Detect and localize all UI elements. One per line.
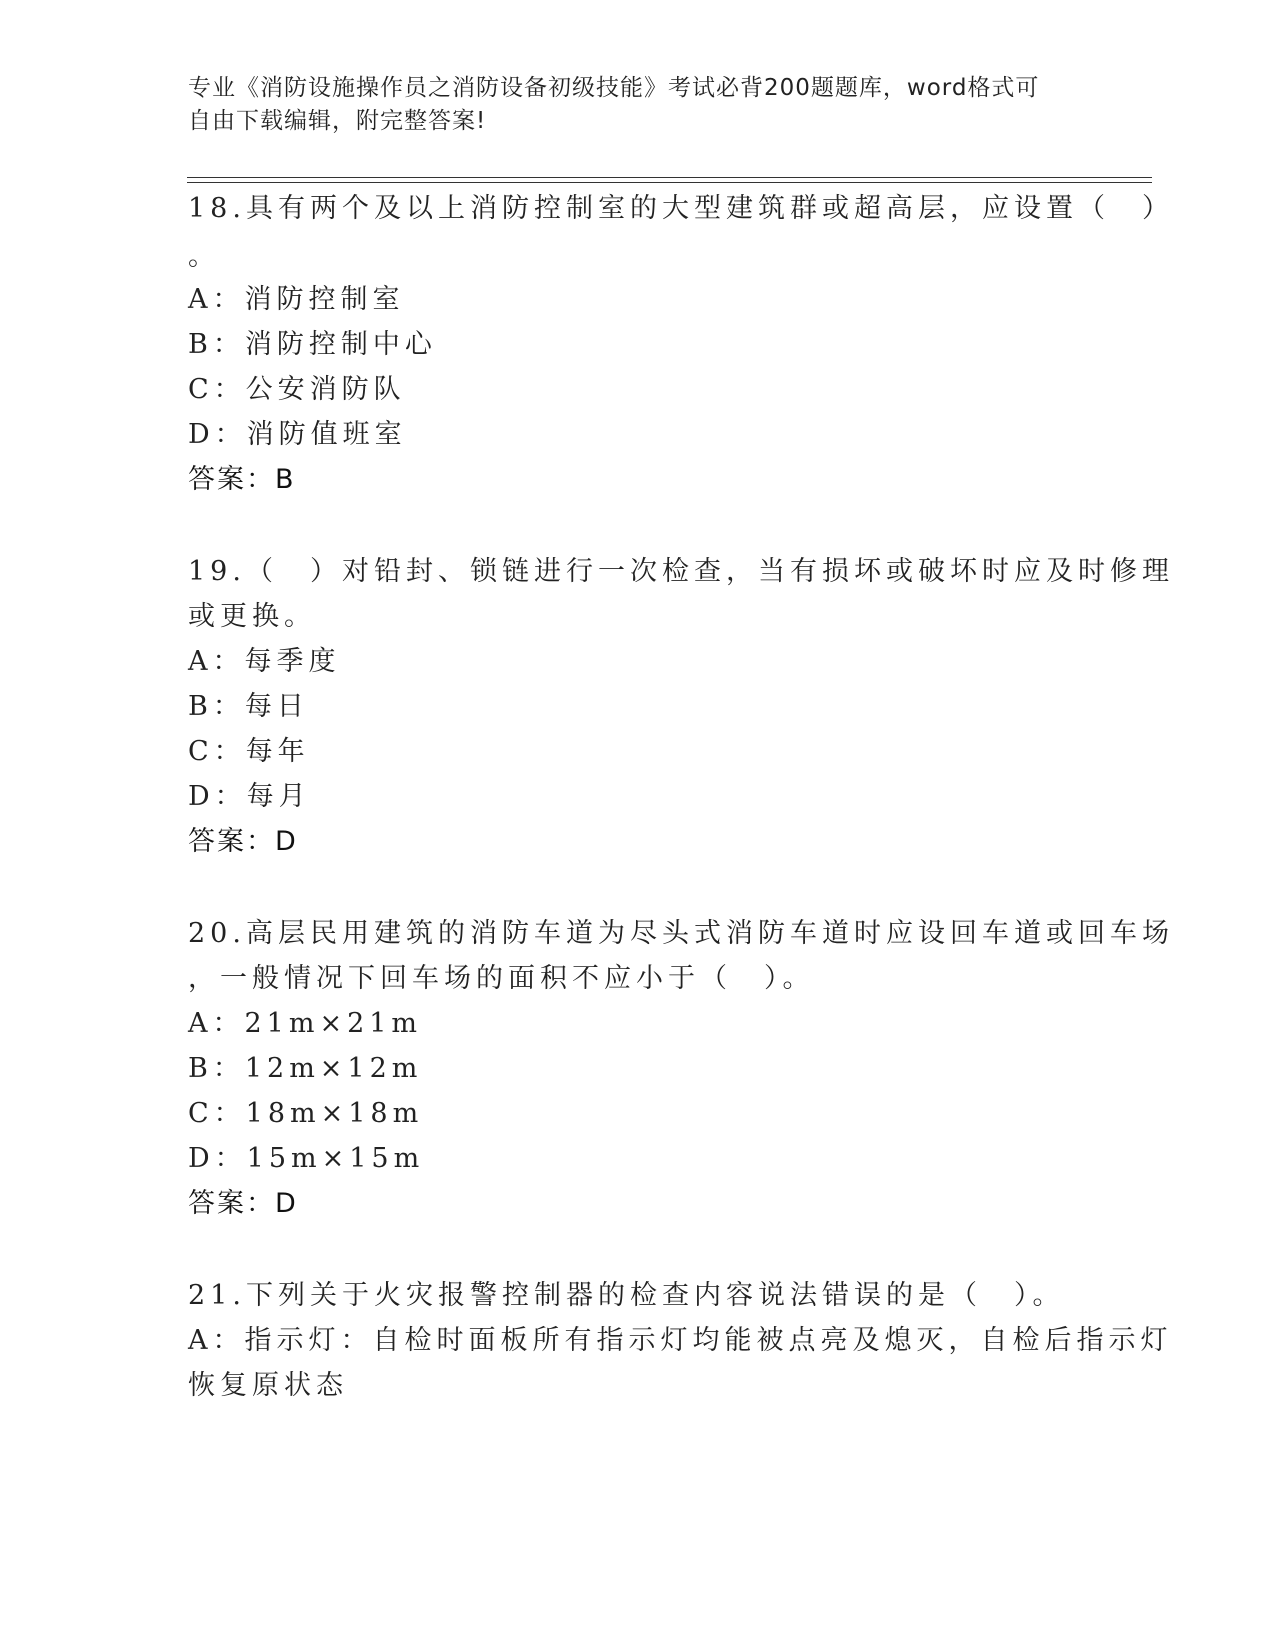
header-divider-bottom <box>187 182 1152 183</box>
q19-option-b: B：每日 <box>188 691 309 722</box>
q20-stem-line-1: 20.高层民用建筑的消防车道为尽头式消防车道时应设回车道或回车场 <box>188 918 1174 949</box>
header-line-2: 自由下载编辑，附完整答案! <box>188 108 487 134</box>
q18-answer: 答案：B <box>188 464 296 495</box>
q18-option-b: B：消防控制中心 <box>188 329 437 360</box>
q19-stem-line-1: 19.（ ）对铅封、锁链进行一次检查，当有损坏或破坏时应及时修理 <box>188 556 1174 587</box>
header-line-1: 专业《消防设施操作员之消防设备初级技能》考试必背200题题库，word格式可 <box>188 75 1040 101</box>
q20-stem-line-2: ，一般情况下回车场的面积不应小于（ ）。 <box>188 963 815 994</box>
q19-option-d: D：每月 <box>188 781 311 812</box>
q19-option-a: A：每季度 <box>188 646 341 677</box>
q20-option-d: D：15m×15m <box>188 1143 425 1174</box>
q19-option-c: C：每年 <box>188 736 310 767</box>
q18-option-d: D：消防值班室 <box>188 419 407 450</box>
q20-option-b: B：12m×12m <box>188 1053 423 1084</box>
q21-stem-line-1: 21.下列关于火灾报警控制器的检查内容说法错误的是（ ）。 <box>188 1280 1065 1311</box>
q20-option-a: A：21m×21m <box>188 1008 423 1039</box>
q18-option-a: A：消防控制室 <box>188 284 405 315</box>
header-divider-top <box>187 177 1152 178</box>
q18-option-c: C：公安消防队 <box>188 374 406 405</box>
q21-option-a-line-2: 恢复原状态 <box>188 1370 348 1401</box>
q21-option-a-line-1: A：指示灯：自检时面板所有指示灯均能被点亮及熄灭，自检后指示灯 <box>188 1325 1173 1356</box>
q20-option-c: C：18m×18m <box>188 1098 424 1129</box>
q19-stem-line-2: 或更换。 <box>188 601 316 632</box>
q18-stem-line-1: 18.具有两个及以上消防控制室的大型建筑群或超高层，应设置（ ） <box>188 193 1174 224</box>
document-header <box>188 72 1088 138</box>
q20-answer: 答案：D <box>188 1188 298 1219</box>
q19-answer: 答案：D <box>188 826 298 857</box>
q18-stem-line-2: 。 <box>188 241 220 272</box>
